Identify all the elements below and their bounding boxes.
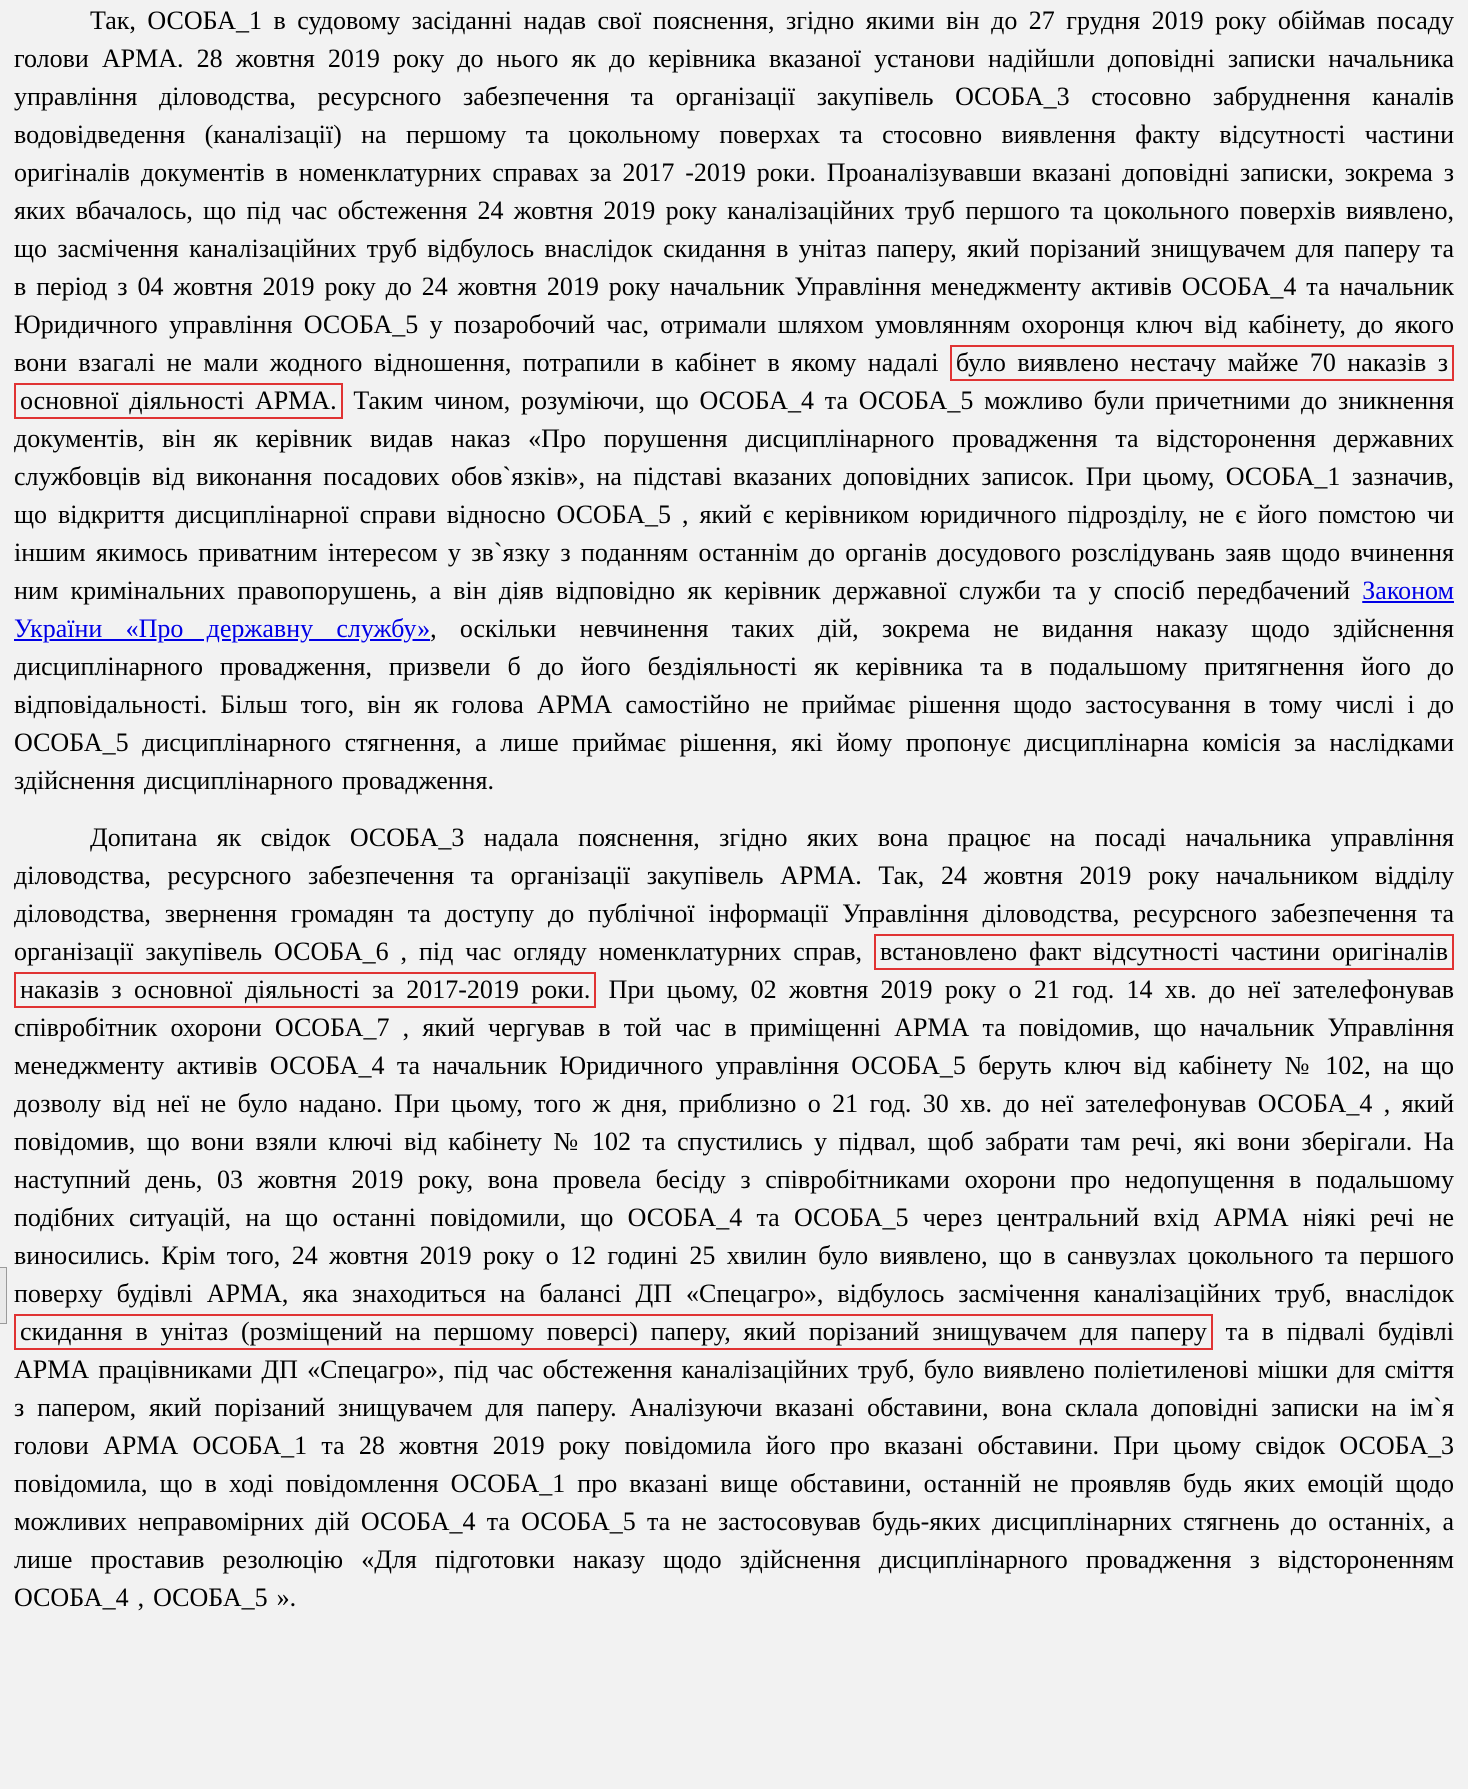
red-highlight-box: скидання в унітаз (розміщений на першому поверсі) паперу, який порізаний знищувачем для паперу bbox=[14, 1314, 1213, 1350]
paragraph bbox=[14, 2, 1454, 800]
paragraph bbox=[14, 819, 1454, 1617]
scrollbar-artifact bbox=[0, 1267, 7, 1324]
red-highlight-box: встановлено факт відсутності частини оригіналів наказів з основної діяльності за 2017-2019 роки. bbox=[14, 934, 1454, 1008]
body-text: Так, ОСОБА_1 в судовому засіданні надав свої пояснення, згідно якими він до 27 грудня 2019 року обіймав посаду голови АРМА. 28 жовтня 2019 року до нього як до керівника вказаної установи надійшли доповідні записки начальника управління діловодства, ресурсного забезпечення та організації закупівель ОСОБА_3 стосовно забруднення каналів водовідведення (каналізації) на першому та цокольному поверхах та стосовно виявлення факту відсутності частини оригіналів документів в номенклатурних справах за 2017 -2019 роки. Проаналізувавши вказані доповідні записки, зокрема з яких вбачалось, що під час обстеження 24 жовтня 2019 року каналізаційних труб першого та цокольного поверхів виявлено, що засмічення каналізаційних труб відбулось внаслідок скидання в унітаз паперу, який порізаний знищувачем для паперу та в період з 04 жовтня 2019 року до 24 жовтня 2019 року начальник Управління менеджменту активів ОСОБА_4 та начальник Юридичного управління ОСОБА_5 у позаробочий час, отримали шляхом умовлянням охоронця ключ від кабінету, до якого вони взагалі не мали жодного відношення, потрапили в кабінет в якому надалі bbox=[14, 6, 1454, 377]
body-text: , оскільки невчинення таких дій, зокрема не видання наказу щодо здійснення дисциплінарного провадження, призвели б до його бездіяльності як керівника та в подальшому притягнення його до відповідальності. Більш того, він як голова АРМА самостійно не приймає рішення щодо застосування в тому числі і до ОСОБА_5 дисциплінарного стягнення, а лише приймає рішення, які йому пропонує дисциплінарна комісія за наслідками здійснення дисциплінарного провадження. bbox=[14, 614, 1454, 795]
body-text: Допитана як свідок ОСОБА_3 надала пояснення, згідно яких вона працює на посаді начальника управління діловодства, ресурсного забезпечення та організації закупівель АРМА. Так, 24 жовтня 2019 року начальником відділу діловодства, звернення громадян та доступу до публічної інформації Управління діловодства, ресурсного забезпечення та організації закупівель ОСОБА_6 , під час огляду номенклатурних справ, bbox=[14, 823, 1454, 966]
body-text: та в підвалі будівлі АРМА працівниками ДП «Спецагро», під час обстеження каналізаційних труб, було виявлено поліетиленові мішки для сміття з папером, який порізаний знищувачем для паперу. Аналізуючи вказані обставини, вона склала доповідні записки на ім`я голови АРМА ОСОБА_1 та 28 жовтня 2019 року повідомила його про вказані обставини. При цьому свідок ОСОБА_3 повідомила, що в ході повідомлення ОСОБА_1 про вказані вище обставини, останній не проявляв будь яких емоцій щодо можливих неправомірних дій ОСОБА_4 та ОСОБА_5 та не застосовував будь-яких дисциплінарних стягнень до останніх, а лише проставив резолюцію «Для підготовки наказу щодо здійснення дисциплінарного провадження з відстороненням ОСОБА_4 , ОСОБА_5 ». bbox=[14, 1317, 1454, 1612]
red-highlight-box: було виявлено нестачу майже 70 наказів з основної діяльності АРМА. bbox=[14, 345, 1454, 419]
body-text: Таким чином, розуміючи, що ОСОБА_4 та ОСОБА_5 можливо були причетними до зникнення документів, він як керівник видав наказ «Про порушення дисциплінарного провадження та відсторонення державних службовців від виконання посадових обов`язків», на підставі вказаних доповідних записок. При цьому, ОСОБА_1 зазначив, що відкриття дисциплінарної справи відносно ОСОБА_5 , який є керівником юридичного підрозділу, не є його помстою чи іншим якимось приватним інтересом у зв`язку з поданням останнім до органів досудового розслідувань заяв щодо вчинення ним кримінальних правопорушень, а він діяв відповідно як керівник державної служби та у спосіб передбачений bbox=[14, 386, 1455, 605]
body-text: При цьому, 02 жовтня 2019 року о 21 год. 14 хв. до неї зателефонував співробітник охорони ОСОБА_7 , який чергував в той час в приміщенні АРМА та повідомив, що начальник Управління менеджменту активів ОСОБА_4 та начальник Юридичного управління ОСОБА_5 беруть ключ від кабінету № 102, на що дозволу від неї не було надано. При цьому, того ж дня, приблизно о 21 год. 30 хв. до неї зателефонував ОСОБА_4 , який повідомив, що вони взяли ключі від кабінету № 102 та спустились у підвал, щоб забрати там речі, які вони зберігали. На наступний день, 03 жовтня 2019 року, вона провела бесіду з співробітниками охорони про недопущення в подальшому подібних ситуацій, на що останні повідомили, що ОСОБА_4 та ОСОБА_5 через центральний вхід АРМА ніякі речі не виносились. Крім того, 24 жовтня 2019 року о 12 годині 25 хвилин було виявлено, що в санвузлах цокольного та першого поверху будівлі АРМА, яка знаходиться на балансі ДП «Спецагро», відбулось засмічення каналізаційних труб, внаслідок bbox=[14, 975, 1455, 1308]
law-link[interactable]: Законом України «Про державну службу» bbox=[14, 576, 1454, 643]
